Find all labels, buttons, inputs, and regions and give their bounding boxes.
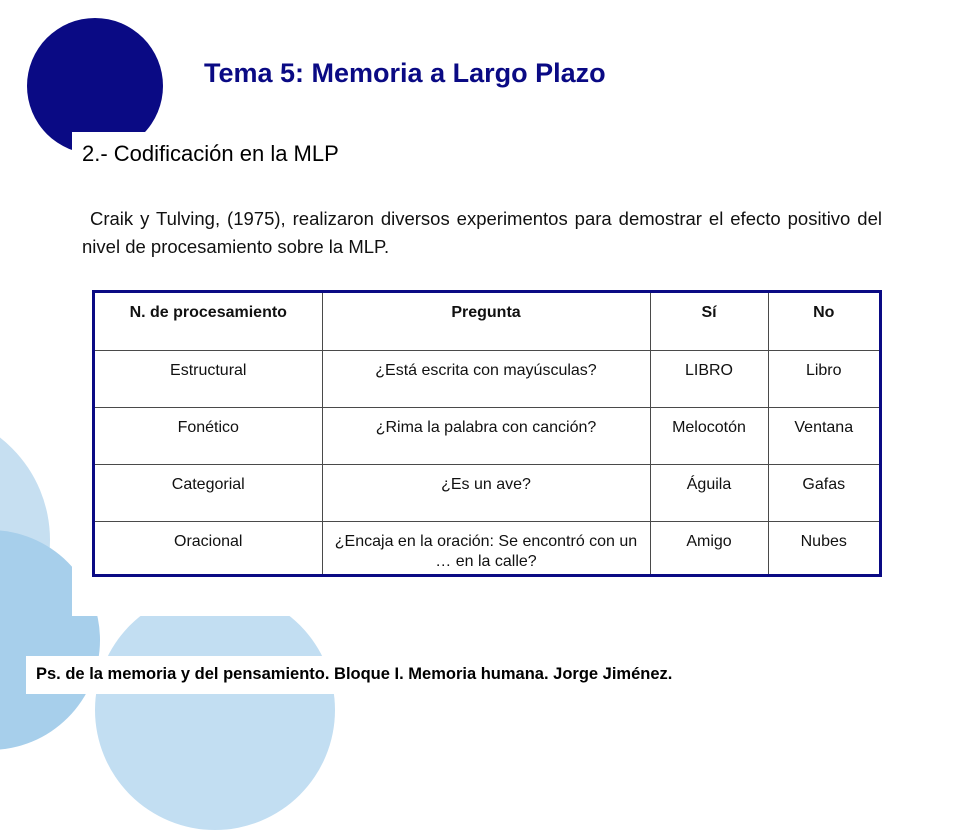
table-cell: Melocotón [650, 407, 768, 464]
decorative-light-circle [95, 590, 335, 830]
table-cell: LIBRO [650, 350, 768, 407]
table-cell: Águila [650, 464, 768, 521]
body-paragraph: Craik y Tulving, (1975), realizaron diversos experimentos para demostrar el efecto positivo del nivel de procesamiento sobre la MLP. [82, 208, 882, 257]
table-cell: ¿Rima la palabra con canción? [322, 407, 650, 464]
slide-title: Tema 5: Memoria a Largo Plazo [204, 58, 606, 88]
table-cell: ¿Encaja en la oración: Se encontró con un … en la calle? [322, 521, 650, 574]
table-header-cell: Sí [650, 293, 768, 350]
table-header-row [95, 293, 879, 350]
table-row [95, 521, 879, 574]
table-cell: Gafas [768, 464, 879, 521]
table-cell: ¿Es un ave? [322, 464, 650, 521]
table-cell: Oracional [95, 521, 322, 574]
table-header-cell: N. de procesamiento [95, 293, 322, 350]
table-cell: Amigo [650, 521, 768, 574]
table-cell: Libro [768, 350, 879, 407]
table-cell: Categorial [95, 464, 322, 521]
table-cell: Fonético [95, 407, 322, 464]
table-row [95, 464, 879, 521]
table-cell: Ventana [768, 407, 879, 464]
footer-caption: Ps. de la memoria y del pensamiento. Bloque I. Memoria humana. Jorge Jiménez. [36, 665, 673, 683]
table-header-cell: No [768, 293, 879, 350]
table-cell: Nubes [768, 521, 879, 574]
table-row [95, 350, 879, 407]
table-header-cell: Pregunta [322, 293, 650, 350]
section-subtitle: 2.- Codificación en la MLP [82, 141, 339, 166]
table-row [95, 407, 879, 464]
table-cell: Estructural [95, 350, 322, 407]
levels-of-processing-table [92, 290, 882, 577]
table-cell: ¿Está escrita con mayúsculas? [322, 350, 650, 407]
